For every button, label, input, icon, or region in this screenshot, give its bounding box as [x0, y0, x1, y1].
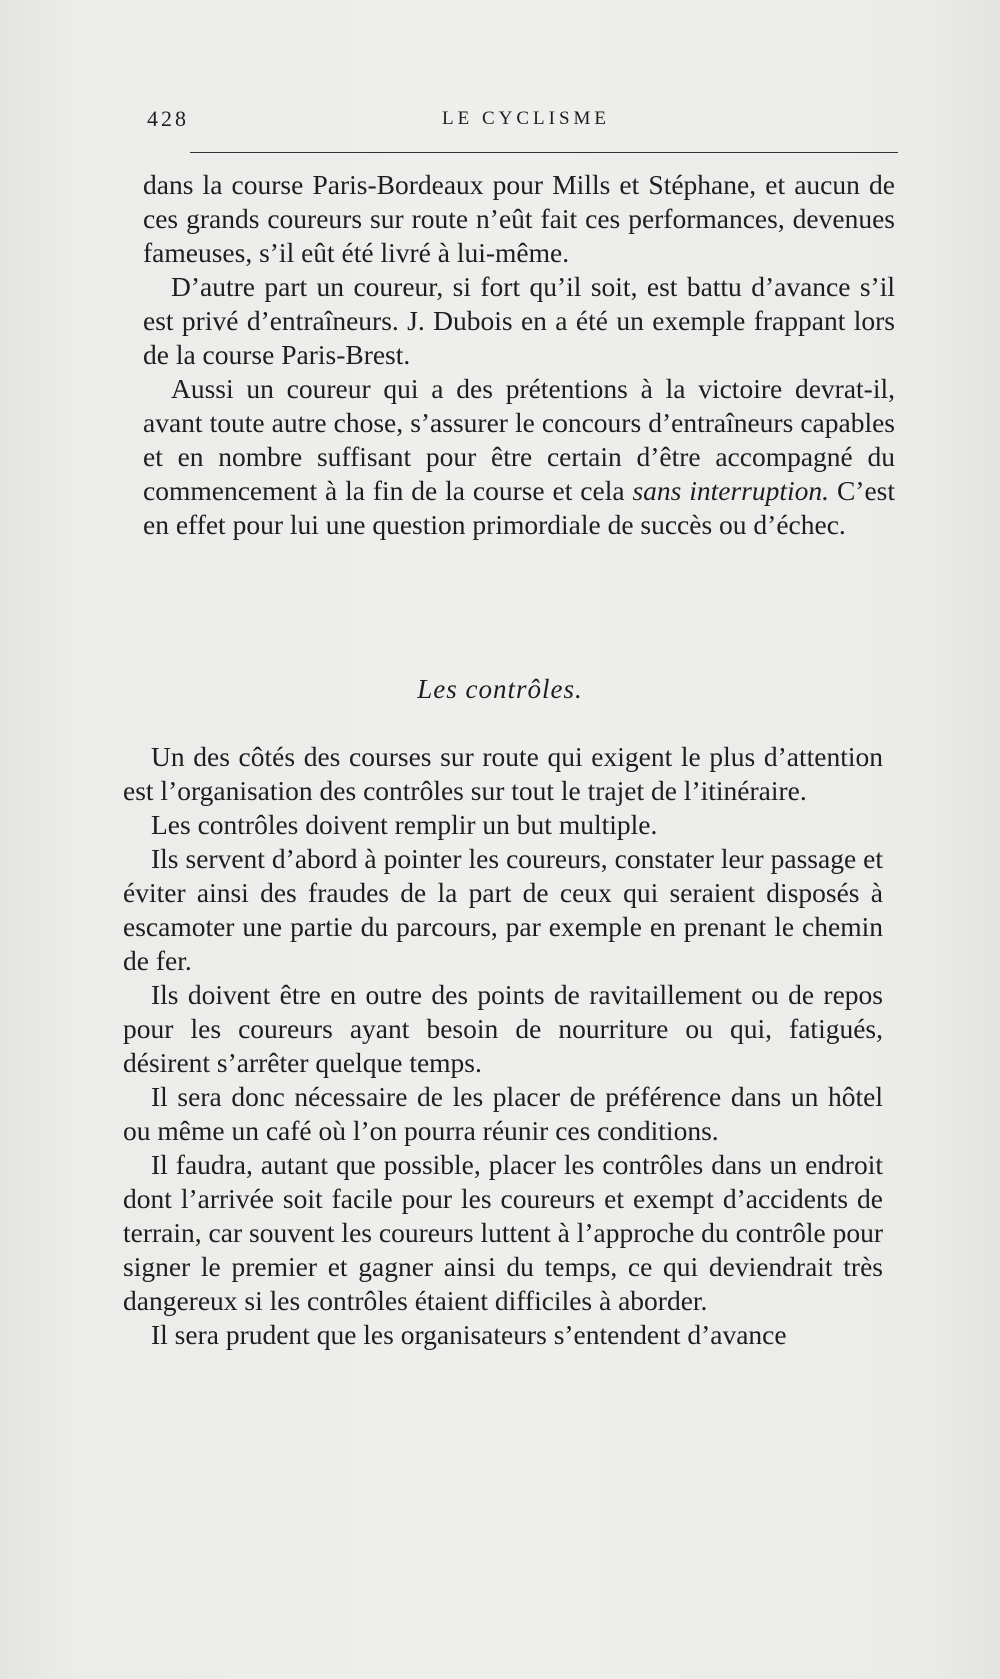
- text-block-top: [143, 168, 895, 542]
- paragraph: Il faudra, autant que possible, placer les contrôles dans un endroit dont l’arrivée soit facile pour les coureurs et exempt d’accidents de terrain, car souvent les coureurs luttent à l’approche du contrôle pour signer le premier et gagner ainsi du temps, ce qui deviendrait très dangereux si les contrôles étaient difficiles à aborder.: [123, 1149, 883, 1316]
- running-title: LE CYCLISME: [442, 108, 611, 129]
- page-header: [147, 106, 897, 140]
- paragraph: Ils servent d’abord à pointer les coureurs, constater leur passage et éviter ainsi des fraudes de la part de ceux qui seraient disposés à escamoter une partie du parcours, par exemple en prenant le chemin de fer.: [123, 843, 883, 976]
- text-block-bottom: [123, 740, 883, 1352]
- paragraph: Un des côtés des courses sur route qui exigent le plus d’attention est l’organisation des contrôles sur tout le trajet de l’itinéraire.: [123, 741, 883, 806]
- paragraph: Les contrôles doivent remplir un but multiple.: [151, 809, 658, 840]
- header-rule: [190, 152, 898, 153]
- section-title: Les contrôles.: [417, 674, 583, 704]
- paragraph: dans la course Paris-Bordeaux pour Mills et Stéphane, et aucun de ces grands coureurs sur route n’eût fait ces performances, devenues fameuses, s’il eût été livré à lui-même.: [143, 169, 895, 268]
- paragraph-text: Aussi un coureur qui a des prétentions à la victoire devrat-il, avant toute autre chose, s’assurer le concours d’entraîneurs capables et en nombre suffisant pour être certain d’être accompagné du commencement à la fin de la course et cela: [143, 373, 895, 506]
- paragraph: Il sera donc nécessaire de les placer de préférence dans un hôtel ou même un café où l’on pourra réunir ces conditions.: [123, 1081, 883, 1146]
- paragraph: Ils doivent être en outre des points de ravitaillement ou de repos pour les coureurs ayant besoin de nourriture ou qui, fatigués, désirent s’arrêter quelque temps.: [123, 979, 883, 1078]
- paragraph: [143, 372, 895, 542]
- page-number: 428: [147, 106, 189, 131]
- paragraph: Il sera prudent que les organisateurs s’entendent d’avance: [151, 1319, 787, 1350]
- emphasis-text: sans interruption.: [632, 475, 830, 506]
- paragraph: D’autre part un coureur, si fort qu’il soit, est battu d’avance s’il est privé d’entraîneurs. J. Dubois en a été un exemple frappant lors de la course Paris-Brest.: [143, 271, 895, 370]
- paragraph-text: C’est en effet pour lui une question primordiale de succès ou d’échec.: [143, 475, 895, 540]
